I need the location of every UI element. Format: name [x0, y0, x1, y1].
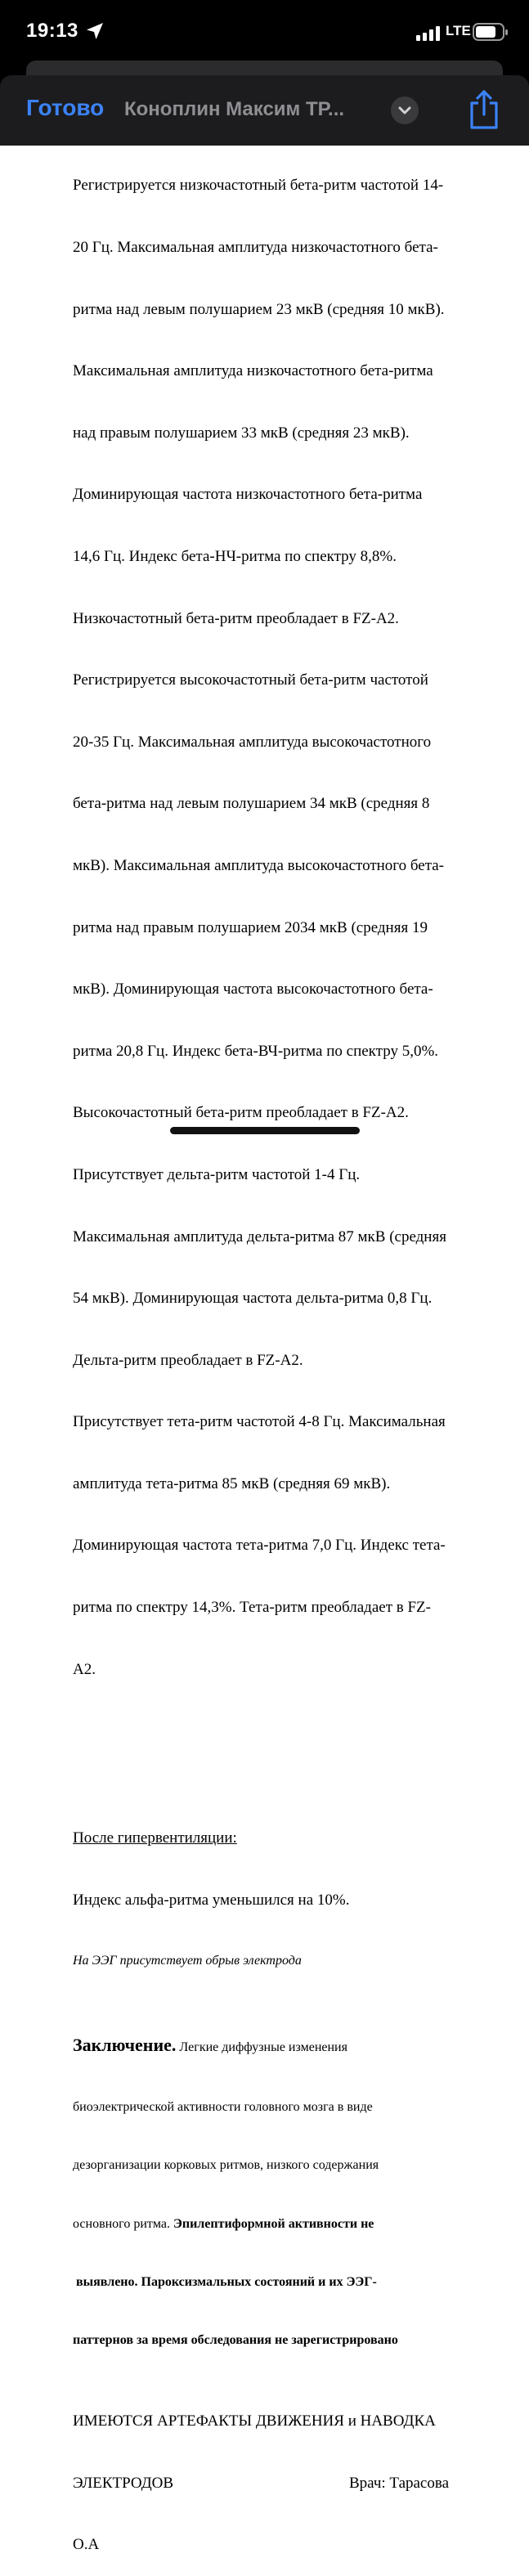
text-line: Доминирующая частота низкочастотного бета-ритма — [73, 486, 423, 504]
document-body — [73, 134, 498, 2576]
text-line: Регистрируется высокочастотный бета-ритм частотой — [73, 671, 428, 689]
text-line: Регистрируется низкочастотный бета-ритм частотой 14- — [73, 177, 444, 195]
text-line: 20 Гц. Максимальная амплитуда низкочастотного бета- — [73, 239, 438, 256]
text-line: 54 мкВ). Доминирующая частота дельта-ритма 0,8 Гц. — [73, 1290, 433, 1308]
text-line: Максимальная амплитуда низкочастотного бета-ритма — [73, 362, 433, 380]
text-line: мкВ). Максимальная амплитуда высокочастотного бета- — [73, 856, 445, 874]
conclusion-bold-text: Эпилептиформной активности не — [173, 2216, 374, 2231]
document-title: Коноплин Максим ТР... — [124, 98, 345, 120]
conclusion-text: основного ритма. — [73, 2216, 174, 2231]
text-line: мкВ). Доминирующая частота высокочастотного бета- — [73, 981, 433, 999]
conclusion-line — [73, 2035, 498, 2058]
text-line: ритма 20,8 Гц. Индекс бета-ВЧ-ритма по спектру 5,0%. — [73, 1042, 439, 1060]
text-line: 14,6 Гц. Индекс бета-НЧ-ритма по спектру 8,8%. — [73, 547, 397, 565]
conclusion-text: Легкие диффузные изменения — [176, 2040, 347, 2054]
electrode-note: На ЭЭГ присутствует обрыв электрода — [73, 1954, 302, 1968]
artifacts-line: ИМЕЮТСЯ АРТЕФАКТЫ ДВИЖЕНИЯ и НАВОДКА — [73, 2412, 436, 2430]
text-line: Высокочастотный бета-ритм преобладает в FZ-A2. — [73, 1104, 409, 1122]
text-line: Присутствует тета-ритм частотой 4-8 Гц. Максимальная — [73, 1413, 446, 1431]
electrodes-word: ЭЛЕКТРОДОВ — [73, 2474, 174, 2492]
doctor-name: Врач: Тарасова — [349, 2474, 450, 2492]
done-button[interactable]: Готово — [26, 95, 105, 120]
text-line: ритма над правым полушарием 2034 мкВ (средняя 19 — [73, 918, 428, 936]
text-line: над правым полушарием 33 мкВ (средняя 23 мкВ). — [73, 424, 410, 442]
hyperventilation-heading: После гипервентиляции: — [73, 1829, 237, 1847]
top-bar — [0, 0, 529, 146]
text-line: Максимальная амплитуда дельта-ритма 87 мкВ (средняя — [73, 1227, 446, 1245]
text-line: Дельта-ритм преобладает в FZ-A2. — [73, 1351, 303, 1369]
share-icon[interactable] — [466, 88, 502, 131]
text-line: бета-ритма над левым полушарием 34 мкВ (средняя 8 — [73, 795, 430, 813]
text-line: ритма по спектру 14,3%. Тета-ритм преобладает в FZ- — [73, 1599, 431, 1617]
text-line: A2. — [73, 1660, 96, 1678]
status-time: 19:13 — [26, 20, 78, 42]
doctor-initials: О.А — [73, 2536, 100, 2554]
network-type: LTE — [446, 23, 471, 38]
location-arrow-icon — [85, 21, 105, 41]
home-indicator[interactable] — [170, 1127, 360, 1134]
text-line: Доминирующая частота тета-ритма 7,0 Гц. Индекс тета- — [73, 1537, 446, 1555]
chevron-down-icon — [391, 96, 419, 124]
text-line: амплитуда тета-ритма 85 мкВ (средняя 69 мкВ). — [73, 1474, 391, 1492]
hyperventilation-text: Индекс альфа-ритма уменьшился на 10%. — [73, 1891, 350, 1909]
signature-line — [73, 2473, 498, 2493]
title-menu-button[interactable] — [391, 96, 419, 124]
conclusion-line: биоэлектрической активности головного мозга в виде — [73, 2100, 373, 2115]
cellular-signal-icon — [416, 26, 441, 41]
battery-icon — [473, 22, 509, 42]
text-line: ритма над левым полушарием 23 мкВ (средняя 10 мкВ). — [73, 300, 445, 318]
conclusion-bold-line: выявлено. Пароксизмальных состояний и их ЭЭГ- — [73, 2274, 377, 2289]
text-line: 20-35 Гц. Максимальная амплитуда высокочастотного — [73, 733, 432, 751]
conclusion-bold-line: паттернов за время обследования не зарегистрировано — [73, 2333, 398, 2348]
conclusion-title: Заключение. — [73, 2034, 177, 2055]
conclusion-line — [73, 2216, 498, 2233]
text-line: Присутствует дельта-ритм частотой 1-4 Гц. — [73, 1165, 361, 1183]
conclusion-line: дезорганизации корковых ритмов, низкого содержания — [73, 2158, 379, 2173]
text-line: Низкочастотный бета-ритм преобладает в FZ-A2. — [73, 609, 399, 627]
